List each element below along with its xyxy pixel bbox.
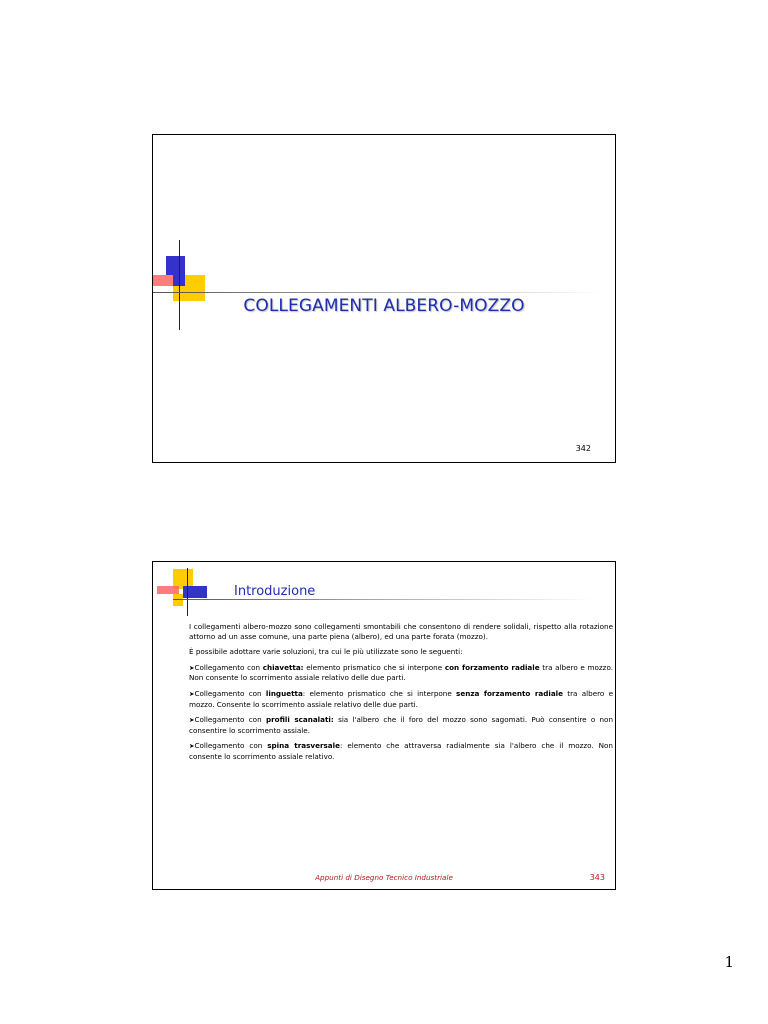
arrow-bullet-icon: ➤	[189, 689, 195, 698]
slide-343	[152, 561, 616, 890]
arrow-bullet-icon: ➤	[189, 742, 195, 751]
bullet-spina-trasversale: ➤Collegamento con spina trasversale: elemento che attraversa radialmente sia l'albero che il mozzo. Non consente lo scorrimento assiale relativo.	[189, 741, 613, 761]
term-forzamento: con forzamento radiale	[444, 662, 540, 672]
slide-footer: Appunti di Disegno Tecnico Industriale	[315, 873, 453, 882]
bullet-chiavetta: ➤Collegamento con chiavetta: elemento prismatico che si interpone con forzamento radiale tra albero e mozzo. Non consente lo scorrimento assiale relativo delle due parti.	[189, 662, 613, 683]
arrow-bullet-icon: ➤	[189, 716, 195, 725]
slide-number: 343	[589, 873, 605, 882]
slide-heading: Introduzione	[234, 584, 316, 599]
term-profili-scanalati: profili scanalati:	[265, 715, 334, 725]
term-chiavetta: chiavetta:	[262, 662, 304, 672]
intro-paragraph: I collegamenti albero-mozzo sono collegamenti smontabili che consentono di rendere solidali, rispetto alla rotazione attorno ad un asse comune, una parte piena (albero), ed una parte forata (mozzo).	[189, 622, 613, 641]
slide-342	[152, 134, 616, 463]
slide-number: 342	[575, 444, 591, 453]
bullet-linguetta: ➤Collegamento con linguetta: elemento prismatico che si interpone senza forzamento radiale tra albero e mozzo. Consente lo scorrimento assiale relativo delle due parti.	[189, 688, 613, 709]
page-number: 1	[724, 953, 734, 971]
options-paragraph: È possibile adottare varie soluzioni, tra cui le più utilizzate sono le seguenti:	[189, 647, 463, 657]
term-linguetta: linguetta	[265, 688, 303, 698]
slide-body	[189, 622, 613, 768]
bullet-profili-scanalati: ➤Collegamento con profili scanalati: sia l'albero che il foro del mozzo sono sagomati. Può consentire o non consentire lo scorrimento assiale.	[189, 715, 614, 735]
term-spina-trasversale: spina trasversale	[267, 741, 340, 751]
arrow-bullet-icon: ➤	[189, 663, 195, 672]
slide-title: COLLEGAMENTI ALBERO-MOZZO	[243, 296, 525, 316]
term-senza-forzamento: senza forzamento radiale	[456, 688, 564, 698]
